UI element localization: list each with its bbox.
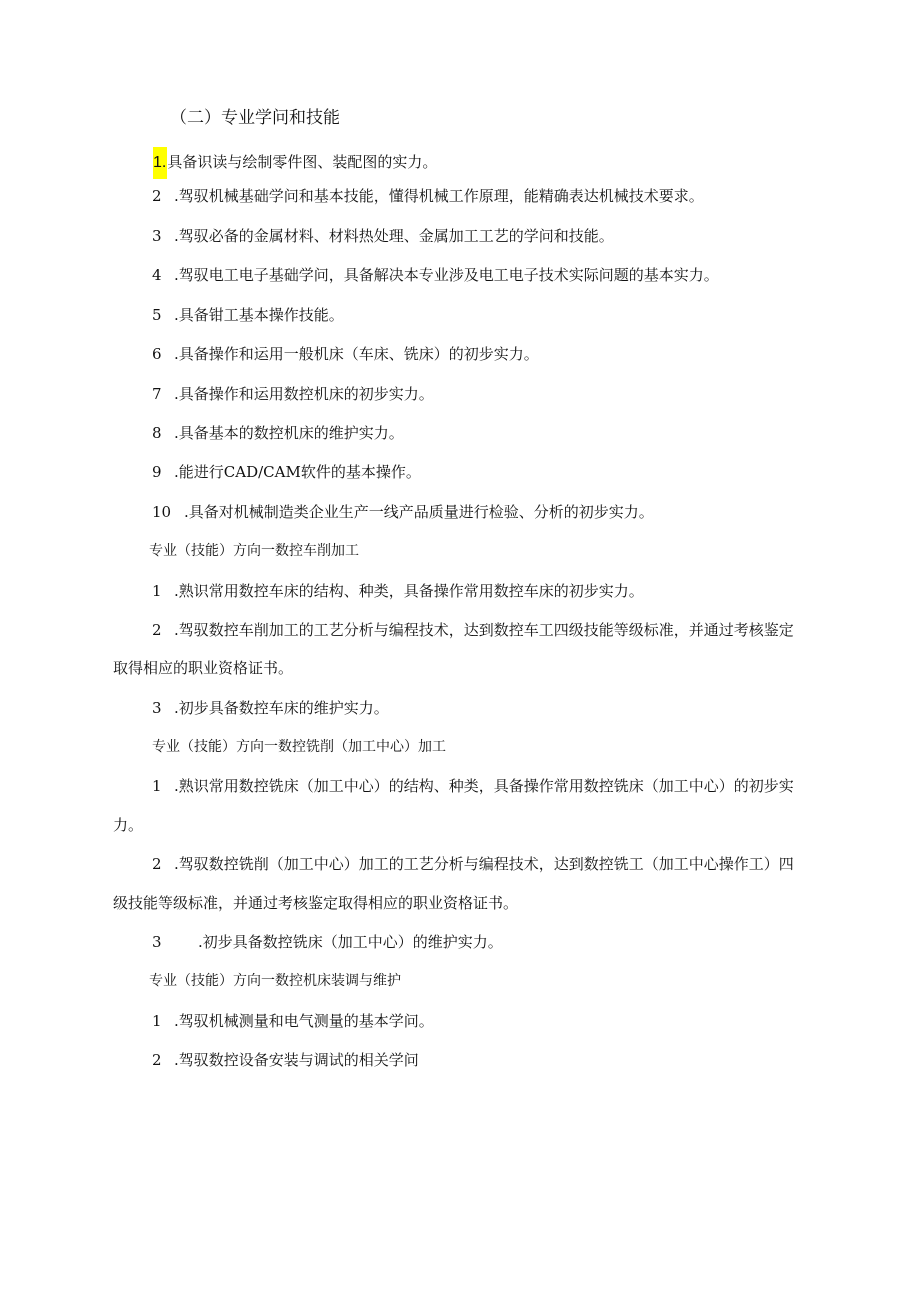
list-text: .驾驭数控铣削（加工中心）加工的工艺分析与编程技术，达到数控铣工（加工中心操作工）四 xyxy=(174,855,794,873)
list-text: 具备识读与绘制零件图、装配图的实力。 xyxy=(167,153,438,171)
list-item xyxy=(152,384,434,404)
list-item xyxy=(152,226,614,246)
list-text-continuation: 取得相应的职业资格证书。 xyxy=(113,659,294,677)
list-number: 2 xyxy=(152,621,162,639)
list-text: .驾驭数控车削加工的工艺分析与编程技术，达到数控车工四级技能等级标准，并通过考核鉴定 xyxy=(174,621,794,639)
list-number: 1 xyxy=(152,1012,162,1030)
list-text: .具备钳工基本操作技能。 xyxy=(174,306,344,324)
list-text: .熟识常用数控车床的结构、种类，具备操作常用数控车床的初步实力。 xyxy=(174,582,644,600)
list-text: .具备对机械制造类企业生产一线产品质量进行检验、分析的初步实力。 xyxy=(184,503,654,521)
list-text: .能进行CAD/CAM软件的基本操作。 xyxy=(174,463,421,481)
list-item xyxy=(152,581,644,601)
list-number: 8 xyxy=(152,424,162,442)
list-number: 10 xyxy=(152,503,172,521)
list-item xyxy=(153,147,437,179)
list-item xyxy=(152,344,539,364)
list-item xyxy=(152,698,389,718)
list-item xyxy=(152,854,794,874)
list-item xyxy=(152,305,344,325)
list-text-continuation: 级技能等级标准，并通过考核鉴定取得相应的职业资格证书。 xyxy=(113,894,519,912)
list-number: 2 xyxy=(152,1051,162,1069)
list-item xyxy=(152,265,719,285)
list-number: 3 xyxy=(152,933,162,951)
list-number: 6 xyxy=(152,345,162,363)
list-text: .具备操作和运用数控机床的初步实力。 xyxy=(174,385,434,403)
list-text: .熟识常用数控铣床（加工中心）的结构、种类，具备操作常用数控铣床（加工中心）的初步实 xyxy=(174,777,794,795)
list-item xyxy=(152,462,421,482)
list-text: .具备基本的数控机床的维护实力。 xyxy=(174,424,404,442)
list-item xyxy=(152,186,704,206)
list-text: .初步具备数控车床的维护实力。 xyxy=(174,699,389,717)
list-number: 4 xyxy=(152,266,162,284)
list-item xyxy=(152,423,404,443)
list-text: .驾驭数控设备安装与调试的相关学问 xyxy=(174,1051,419,1069)
list-item xyxy=(152,502,654,522)
direction-title: 专业（技能）方向一数控车削加工 xyxy=(149,543,359,559)
direction-title: 专业（技能）方向一数控机床装调与维护 xyxy=(149,973,401,989)
list-item xyxy=(152,1011,434,1031)
list-text: .驾驭机械测量和电气测量的基本学问。 xyxy=(174,1012,434,1030)
list-number-highlighted: 1. xyxy=(153,147,167,179)
list-text: .初步具备数控铣床（加工中心）的维护实力。 xyxy=(198,933,503,951)
list-number: 3 xyxy=(152,227,162,245)
list-text: .驾驭电工电子基础学问，具备解决本专业涉及电工电子技术实际问题的基本实力。 xyxy=(174,266,719,284)
list-text-continuation: 力。 xyxy=(113,816,144,834)
list-text: .驾驭机械基础学问和基本技能，懂得机械工作原理，能精确表达机械技术要求。 xyxy=(174,187,704,205)
list-number: 3 xyxy=(152,699,162,717)
list-item xyxy=(152,620,794,640)
section-title: （二）专业学问和技能 xyxy=(170,108,340,128)
list-number: 7 xyxy=(152,385,162,403)
list-number: 2 xyxy=(152,187,162,205)
list-number: 1 xyxy=(152,777,162,795)
list-number: 2 xyxy=(152,855,162,873)
list-number: 5 xyxy=(152,306,162,324)
list-item xyxy=(152,1050,419,1070)
list-number: 9 xyxy=(152,463,162,481)
list-number: 1 xyxy=(152,582,162,600)
list-item xyxy=(152,932,503,952)
list-text: .具备操作和运用一般机床（车床、铣床）的初步实力。 xyxy=(174,345,539,363)
list-item xyxy=(152,776,794,796)
direction-title: 专业（技能）方向一数控铣削（加工中心）加工 xyxy=(152,739,446,755)
list-text: .驾驭必备的金属材料、材料热处理、金属加工工艺的学问和技能。 xyxy=(174,227,614,245)
